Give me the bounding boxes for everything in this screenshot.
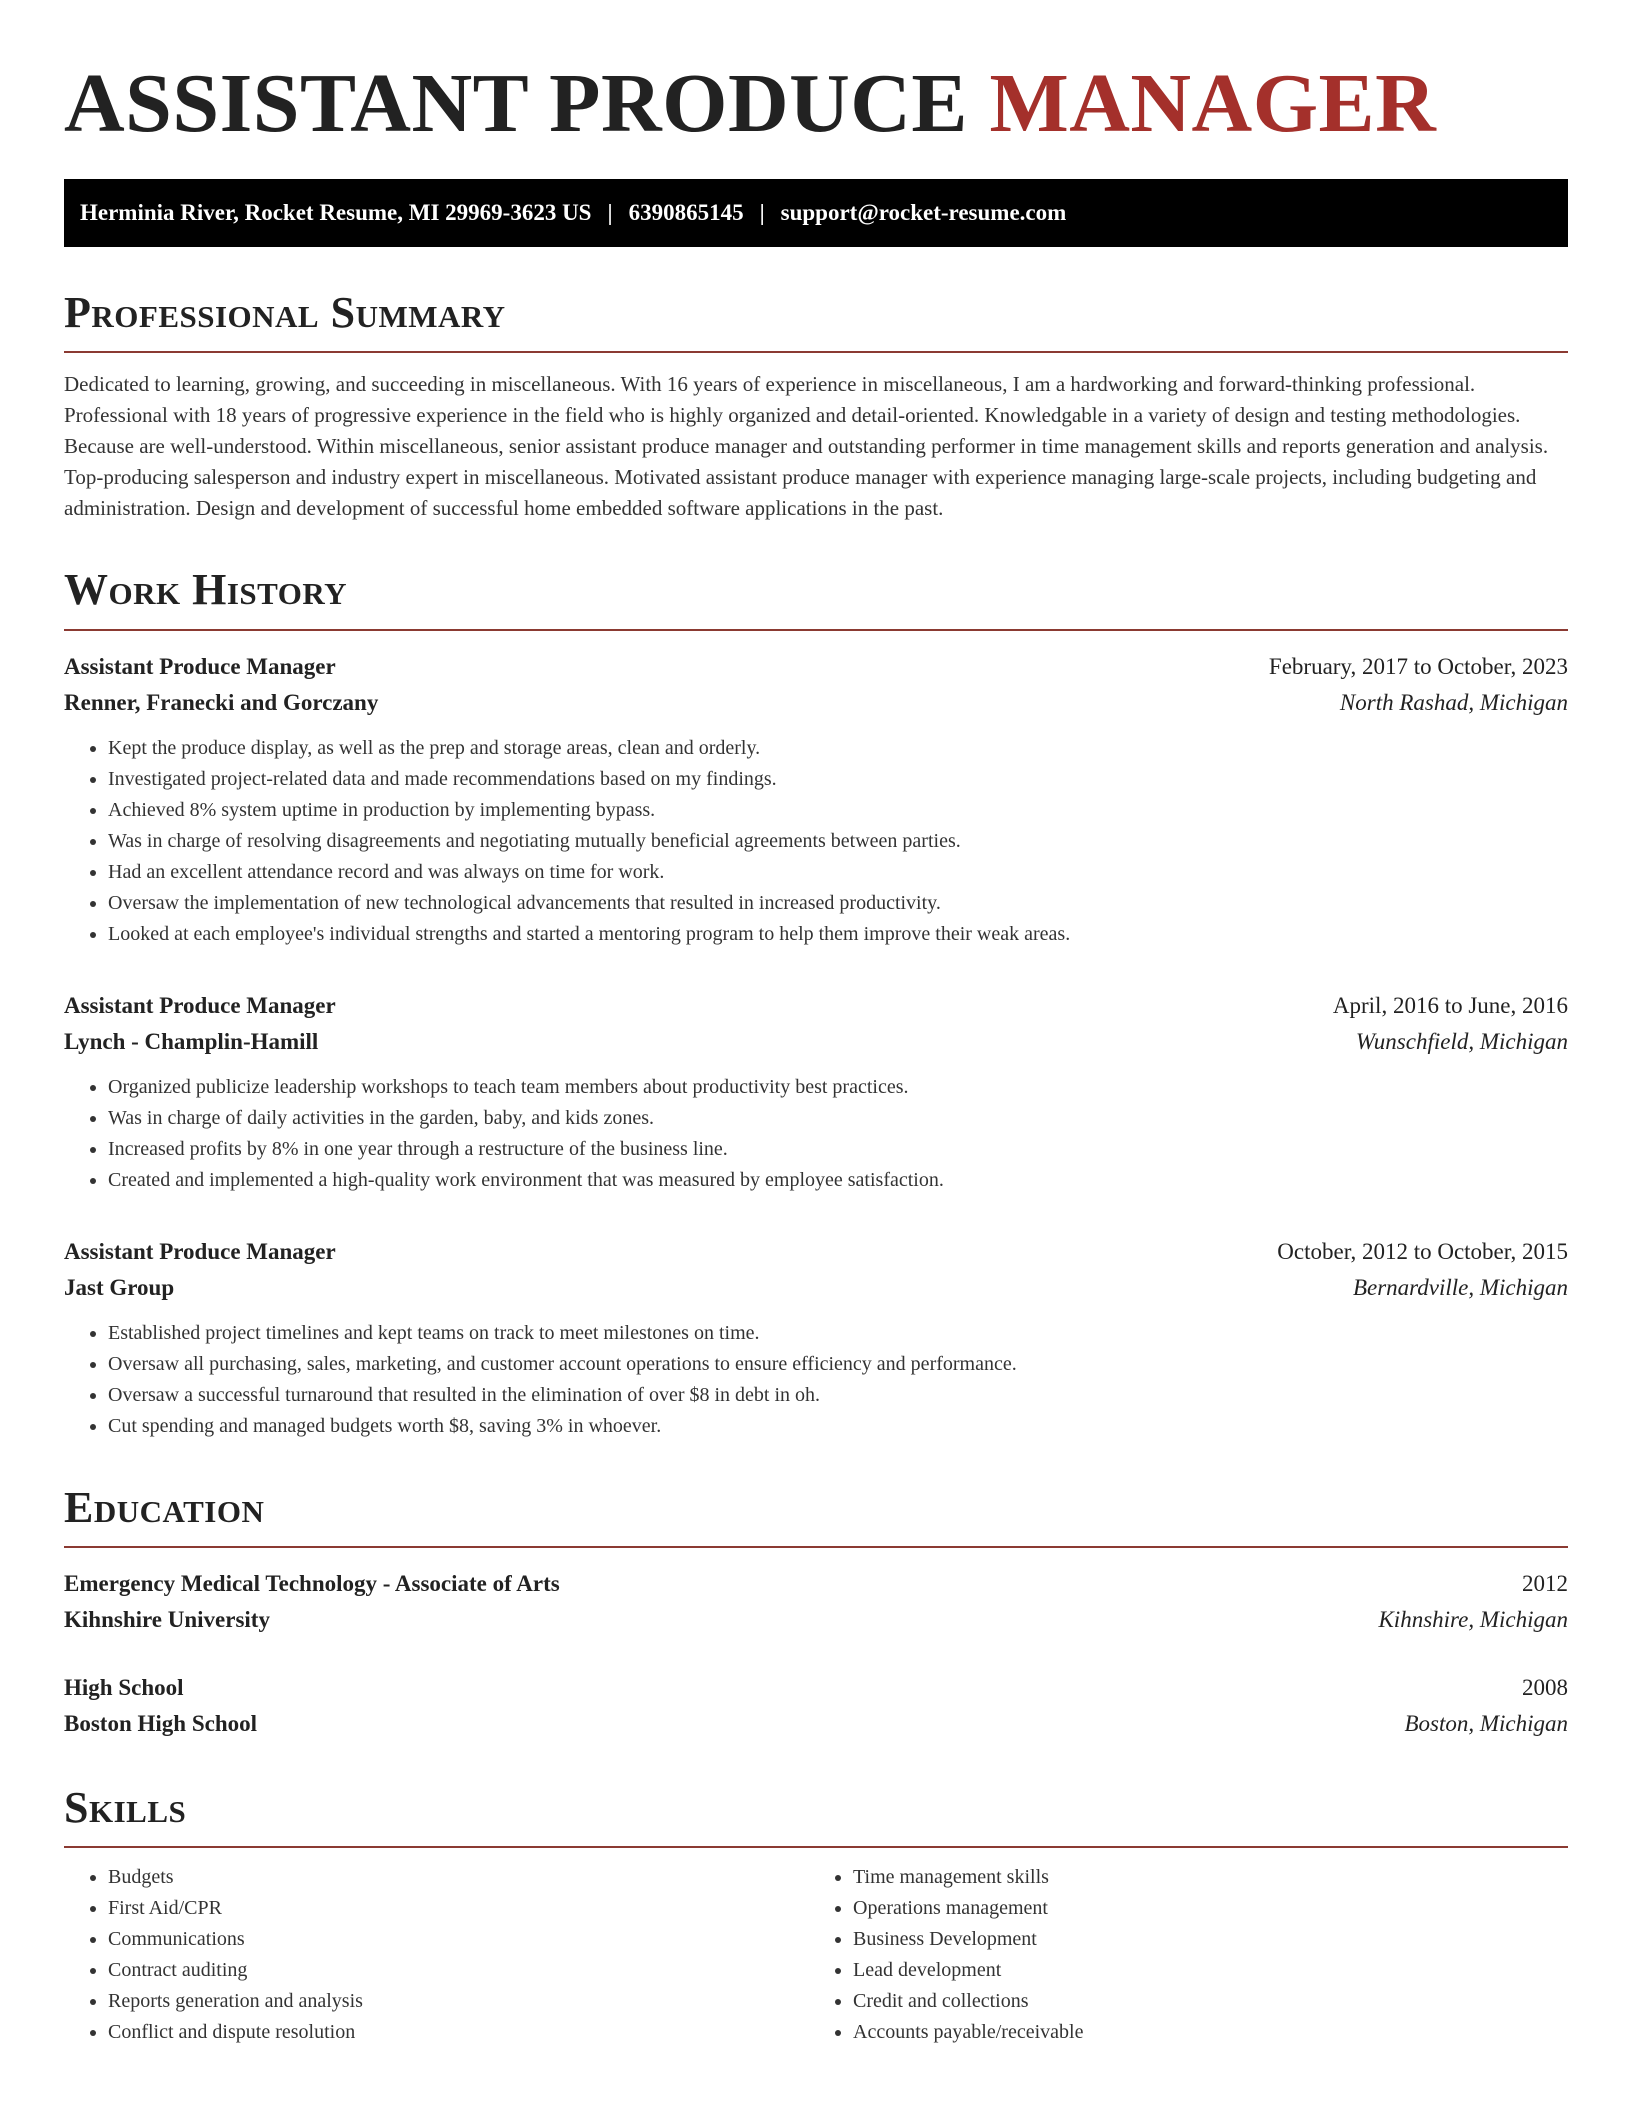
job-bullet: • Looked at each employee's individual strengths and started a mentoring program to help them improve their weak areas. — [108, 919, 1568, 950]
skills-section — [64, 1784, 1568, 2048]
contact-phone: 6390865145 — [628, 199, 744, 225]
contact-email: support@rocket-resume.com — [780, 199, 1067, 225]
education-school: Boston High School — [64, 1710, 257, 1736]
job-bullet: • Oversaw the implementation of new technological advancements that resulted in increased productivity. — [108, 888, 1568, 919]
section-divider — [64, 1846, 1568, 1848]
contact-bar — [64, 179, 1568, 247]
skills-heading: Skills — [64, 1782, 187, 1832]
job-bullets — [64, 733, 1568, 950]
section-divider — [64, 629, 1568, 631]
skill-item: • Credit and collections — [853, 1986, 1568, 2017]
education-degree: High School — [64, 1674, 184, 1700]
job-entry — [64, 1234, 1568, 1442]
job-bullets — [64, 1318, 1568, 1442]
education-degree: Emergency Medical Technology - Associate of Arts — [64, 1570, 560, 1596]
job-title: Assistant Produce Manager — [64, 1238, 336, 1264]
job-dates: February, 2017 to October, 2023 — [1268, 653, 1568, 679]
contact-address: Herminia River, Rocket Resume, MI 29969-3623 US — [80, 199, 592, 225]
resume-name-heading — [64, 0, 1568, 155]
job-location: North Rashad, Michigan — [1339, 689, 1568, 715]
job-bullet: • Investigated project-related data and made recommendations based on my findings. — [108, 764, 1568, 795]
job-bullet: • Established project timelines and kept teams on track to meet milestones on time. — [108, 1318, 1568, 1349]
skill-item: • Operations management — [853, 1893, 1568, 1924]
section-divider — [64, 351, 1568, 353]
work-history-heading: Work History — [64, 565, 348, 615]
skill-item: • Communications — [108, 1924, 823, 1955]
skill-item: • Conflict and dispute resolution — [108, 2017, 823, 2048]
job-bullet: • Organized publicize leadership workshops to teach team members about productivity best practices. — [108, 1072, 1568, 1103]
job-bullet: • Achieved 8% system uptime in production by implementing bypass. — [108, 795, 1568, 826]
education-entry — [64, 1566, 1568, 1638]
skills-columns — [64, 1862, 1568, 2048]
job-bullets — [64, 1072, 1568, 1196]
skill-item: • First Aid/CPR — [108, 1893, 823, 1924]
education-school: Kihnshire University — [64, 1606, 270, 1632]
job-dates: October, 2012 to October, 2015 — [1277, 1238, 1568, 1264]
skill-item: • Time management skills — [853, 1862, 1568, 1893]
job-company: Lynch - Champlin-Hamill — [64, 1028, 319, 1054]
job-entry — [64, 988, 1568, 1196]
job-title: Assistant Produce Manager — [64, 653, 336, 679]
job-bullet: • Cut spending and managed budgets worth $8, saving 3% in whoever. — [108, 1411, 1568, 1442]
summary-text: Dedicated to learning, growing, and succeeding in miscellaneous. With 16 years of experience in miscellaneous, I am a hardworking and forward-thinking professional. Professional with 18 years of progressive experience in the field who is highly organized and detail-oriented. Knowledgable in a variety of design and testing methodologies. Because are well-understood. Within miscellaneous, senior assistant produce manager and outstanding performer in time management skills and reports generation and analysis. Top-producing salesperson and industry expert in miscellaneous. Motivated assistant produce manager with experience managing large-scale projects, including budgeting and administration. Design and development of successful home embedded software applications in the past. — [64, 372, 1549, 521]
education-heading: Education — [64, 1482, 265, 1532]
education-location: Boston, Michigan — [1404, 1710, 1568, 1736]
contact-separator: | — [759, 199, 765, 225]
job-bullet: • Increased profits by 8% in one year through a restructure of the business line. — [108, 1134, 1568, 1165]
job-location: Bernardville, Michigan — [1352, 1274, 1568, 1300]
skill-item: • Contract auditing — [108, 1955, 823, 1986]
job-company: Jast Group — [64, 1274, 175, 1300]
job-entry — [64, 649, 1568, 950]
job-title: Assistant Produce Manager — [64, 992, 336, 1018]
job-bullet: • Created and implemented a high-quality work environment that was measured by employee satisfaction. — [108, 1165, 1568, 1196]
job-company: Renner, Franecki and Gorczany — [64, 689, 379, 715]
name-part-1: ASSISTANT PRODUCE — [64, 57, 990, 150]
job-bullet: • Kept the produce display, as well as the prep and storage areas, clean and orderly. — [108, 733, 1568, 764]
skill-item: • Business Development — [853, 1924, 1568, 1955]
skills-list-left — [64, 1862, 823, 2048]
skill-item: • Budgets — [108, 1862, 823, 1893]
education-year: 2012 — [1522, 1570, 1568, 1596]
job-bullet: • Oversaw a successful turnaround that resulted in the elimination of over $8 in debt in oh. — [108, 1380, 1568, 1411]
job-location: Wunschfield, Michigan — [1355, 1028, 1568, 1054]
summary-section — [64, 289, 1568, 524]
contact-separator: | — [607, 199, 613, 225]
education-location: Kihnshire, Michigan — [1378, 1606, 1568, 1632]
job-bullet: • Was in charge of daily activities in the garden, baby, and kids zones. — [108, 1103, 1568, 1134]
education-entry — [64, 1670, 1568, 1742]
skill-item: • Accounts payable/receivable — [853, 2017, 1568, 2048]
name-part-2: MANAGER — [989, 57, 1437, 150]
education-section — [64, 1484, 1568, 1742]
work-history-section — [64, 566, 1568, 1441]
skill-item: • Lead development — [853, 1955, 1568, 1986]
summary-heading: Professional Summary — [64, 287, 506, 337]
job-bullet: • Was in charge of resolving disagreements and negotiating mutually beneficial agreements between parties. — [108, 826, 1568, 857]
job-bullet: • Had an excellent attendance record and was always on time for work. — [108, 857, 1568, 888]
job-dates: April, 2016 to June, 2016 — [1332, 992, 1568, 1018]
section-divider — [64, 1546, 1568, 1548]
skills-list-right — [823, 1862, 1568, 2048]
job-bullet: • Oversaw all purchasing, sales, marketing, and customer account operations to ensure efficiency and performance. — [108, 1349, 1568, 1380]
skill-item: • Reports generation and analysis — [108, 1986, 823, 2017]
education-year: 2008 — [1522, 1674, 1568, 1700]
